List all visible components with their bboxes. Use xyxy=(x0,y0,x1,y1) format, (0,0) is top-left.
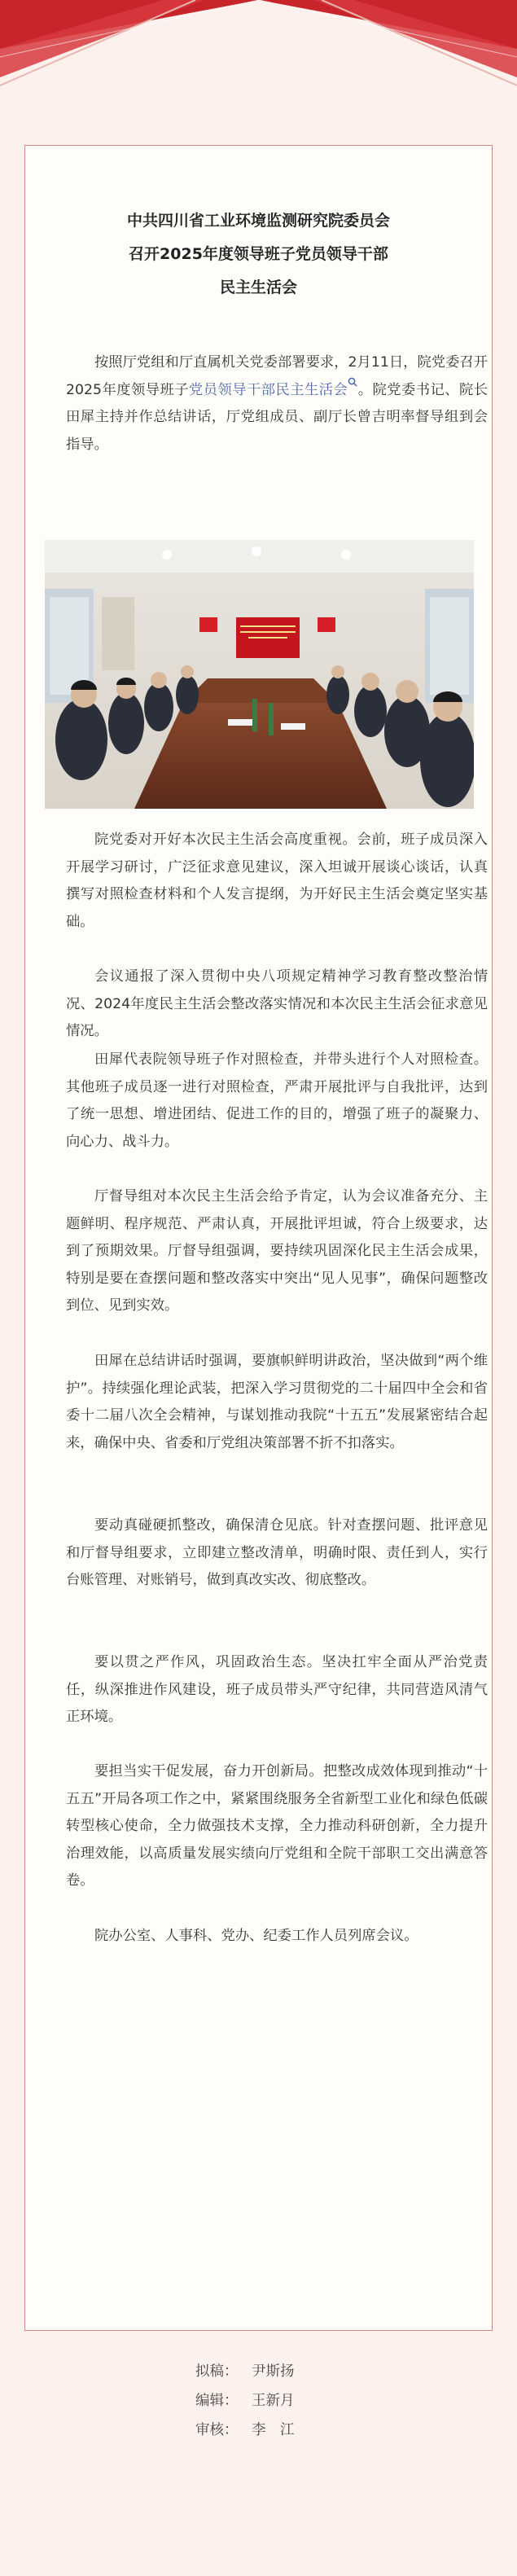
body-paragraph: 会议通报了深入贯彻中央八项规定精神学习教育整改整治情况、2024年度民主生活会整改落实情况和本次民主生活会征求意见情况。 xyxy=(66,968,488,1039)
body-paragraph: 院党委对开好本次民主生活会高度重视。会前，班子成员深入开展学习研讨，广泛征求意见建议，深入坦诚开展谈心谈话，认真撰写对照检查材料和个人发言提纲，为开好民主生活会奠定坚实基础。 xyxy=(66,832,488,930)
body-paragraph: 厅督导组对本次民主生活会给予肯定，认为会议准备充分、主题鲜明、程序规范、严肃认真，开展批评坦诚，符合上级要求，达到了预期效果。厅督导组强调，要持续巩固深化民主生活会成果，特别是要在查摆问题和整改落实中突出“见人见事”，确保问题整改到位、见到实效。 xyxy=(66,1188,488,1314)
credit-editor xyxy=(0,2386,517,2416)
intro-paragraph xyxy=(66,349,488,459)
body-paragraph: 田犀在总结讲话时强调，要旗帜鲜明讲政治，坚决做到“两个维护”。持续强化理论武装，把深入学习贯彻党的二十届四中全会和省委十二届八次全会精神，与谋划推动我院“十五五”发展紧密结合起来，确保中央、省委和厅党组决策部署不折不扣落实。 xyxy=(66,1353,488,1451)
body-paragraph: 院办公室、人事科、党办、纪委工作人员列席会议。 xyxy=(94,1928,418,1944)
title-line: 召开2025年度领导班子党员领导干部 xyxy=(129,245,388,263)
credit-name: 王新月 xyxy=(252,2393,295,2409)
body-paragraph: 要动真碰硬抓整改，确保清仓见底。针对查摆问题、批评意见和厅督导组要求，立即建立整改清单，明确时限、责任到人，实行台账管理、对账销号，做到真改实改、彻底整改。 xyxy=(66,1517,488,1588)
header-banner xyxy=(0,0,517,122)
article-credits xyxy=(0,2357,517,2445)
credit-label: 编辑： xyxy=(195,2393,239,2409)
article-card xyxy=(24,145,493,2331)
credit-name: 李 江 xyxy=(252,2422,295,2438)
intro-text: 。院党委书记、院长田犀主持并作总结讲话，厅党组成员、副厅长曾吉明率督导组到会指导。 xyxy=(66,381,488,453)
credit-label: 审核： xyxy=(195,2422,239,2438)
title-line: 中共四川省工业环境监测研究院委员会 xyxy=(126,212,390,230)
credit-label: 拟稿： xyxy=(195,2363,239,2380)
search-icon[interactable] xyxy=(348,377,357,388)
credit-reviewer xyxy=(0,2416,517,2445)
credit-name: 尹斯扬 xyxy=(252,2363,295,2380)
topic-link[interactable]: 党员领导干部民主生活会 xyxy=(188,381,348,398)
body-paragraph: 要担当实干促发展，奋力开创新局。把整改成效体现到推动“十五五”开局各项工作之中，紧紧围绕服务全省新型工业化和绿色低碳转型核心使命，全力做强技术支撑，全力推动科研创新，全力提升治理效能，以高质量发展实绩向厅党组和全院干部职工交出满意答卷。 xyxy=(66,1763,488,1889)
article-title xyxy=(25,204,492,305)
body-paragraph: 田犀代表院领导班子作对照检查，并带头进行个人对照检查。其他班子成员逐一进行对照检查，严肃开展批评与自我批评，达到了统一思想、增进团结、促进工作的目的，增强了班子的凝聚力、向心力、战斗力。 xyxy=(66,1051,488,1150)
meeting-photo xyxy=(45,540,474,809)
body-paragraph: 要以贯之严作风，巩固政治生态。坚决扛牢全面从严治党责任，纵深推进作风建设，班子成员带头严守纪律，共同营造风清气正环境。 xyxy=(66,1654,488,1725)
intro-text: 按照厅党组和厅直属机关党委部署要求，2月11日，院党委召开2025年度领导班子 xyxy=(66,354,488,398)
credit-drafter xyxy=(0,2357,517,2386)
title-line: 民主生活会 xyxy=(219,279,297,296)
